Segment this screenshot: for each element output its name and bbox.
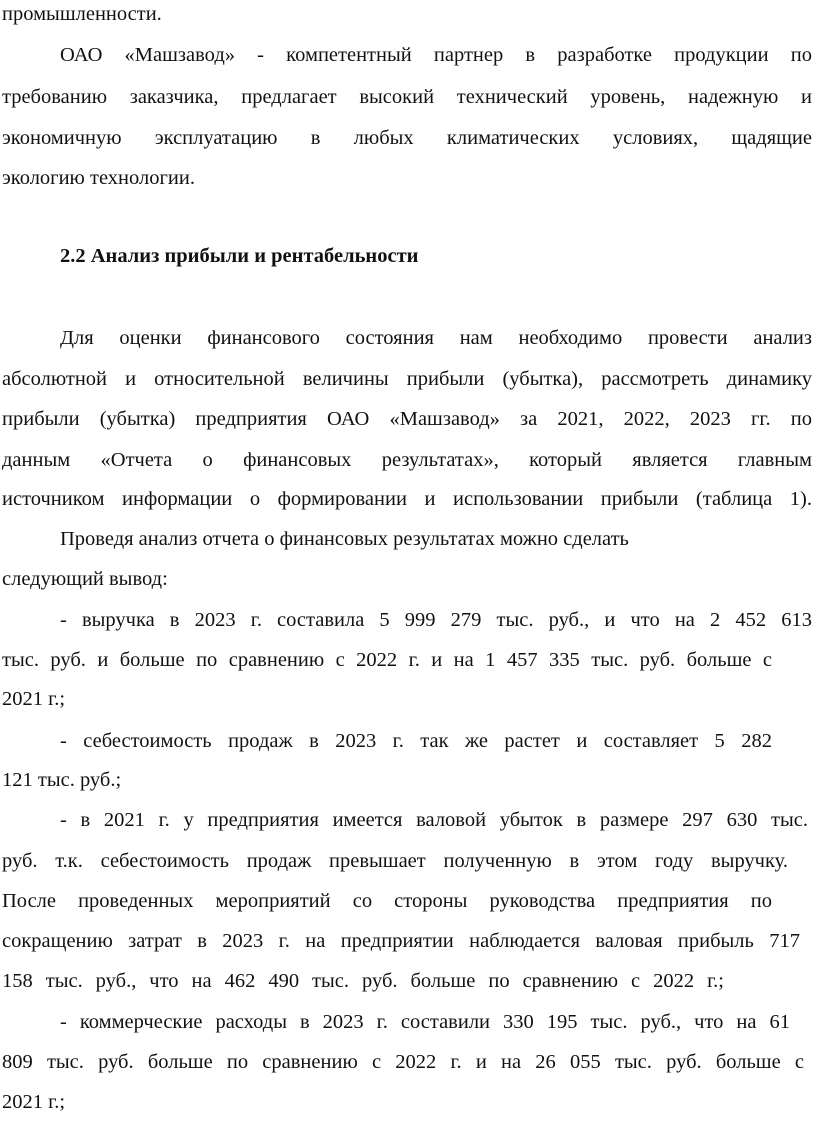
text-line: ОАО «Машзавод» - компетентный партнер в разработке продукции по (60, 44, 812, 66)
text-line: экологию технологии. (2, 167, 195, 189)
text-line: прибыли (убытка) предприятия ОАО «Машзавод» за 2021, 2022, 2023 гг. по (2, 408, 812, 430)
text-line: - коммерческие расходы в 2023 г. составили 330 195 тыс. руб., что на 61 (60, 1011, 790, 1033)
text-line: - себестоимость продаж в 2023 г. так же растет и составляет 5 282 (60, 730, 772, 752)
text-line: сокращению затрат в 2023 г. на предприятии наблюдается валовая прибыль 717 (2, 930, 800, 952)
text-line: - выручка в 2023 г. составила 5 999 279 тыс. руб., и что на 2 452 613 (60, 609, 812, 631)
text-line: данным «Отчета о финансовых результатах», который является главным (2, 449, 812, 471)
text-line: промышленности. (2, 3, 162, 25)
text-line: 121 тыс. руб.; (2, 769, 122, 791)
text-line: тыс. руб. и больше по сравнению с 2022 г. и на 1 457 335 тыс. руб. больше с (2, 649, 772, 671)
text-line: требованию заказчика, предлагает высокий технический уровень, надежную и (2, 86, 812, 108)
text-line: руб. т.к. себестоимость продаж превышает полученную в этом году выручку. (2, 850, 788, 872)
text-line: После проведенных мероприятий со стороны руководства предприятия по (2, 890, 772, 912)
text-line: 158 тыс. руб., что на 462 490 тыс. руб. больше по сравнению с 2022 г.; (2, 970, 724, 992)
text-line: Проведя анализ отчета о финансовых результатах можно сделать (60, 528, 629, 550)
text-line: следующий вывод: (2, 568, 168, 590)
text-line: 809 тыс. руб. больше по сравнению с 2022 г. и на 26 055 тыс. руб. больше с (2, 1051, 804, 1073)
text-line: абсолютной и относительной величины прибыли (убытка), рассмотреть динамику (2, 368, 812, 390)
text-line: 2021 г.; (2, 688, 66, 710)
text-line: Для оценки финансового состояния нам необходимо провести анализ (60, 327, 812, 349)
text-line: 2021 г.; (2, 1091, 66, 1113)
text-line: источником информации о формировании и использовании прибыли (таблица 1). (2, 488, 812, 510)
section-heading: 2.2 Анализ прибыли и рентабельности (60, 245, 419, 267)
text-line: - в 2021 г. у предприятия имеется валовой убыток в размере 297 630 тыс. (60, 809, 808, 831)
text-line: экономичную эксплуатацию в любых климатических условиях, щадящие (2, 127, 812, 149)
